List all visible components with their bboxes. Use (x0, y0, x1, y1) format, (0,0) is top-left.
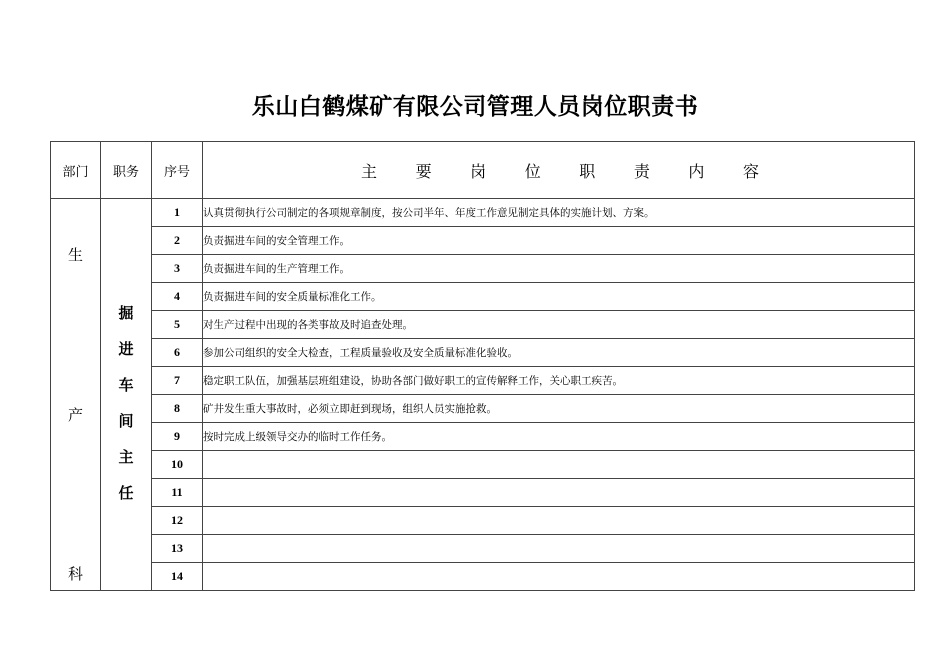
table-row (51, 507, 915, 535)
header-position: 职务 (101, 142, 152, 199)
duty-text (203, 563, 915, 591)
table-header-row (51, 142, 915, 199)
header-content-char: 岗 (470, 161, 487, 181)
duty-text: 矿井发生重大事故时，必须立即赶到现场，组织人员实施抢救。 (203, 395, 915, 423)
duty-text: 负责掘进车间的生产管理工作。 (203, 255, 915, 283)
position-char: 间 (118, 412, 134, 430)
duty-text: 参加公司组织的安全大检查，工程质量验收及安全质量标准化验收。 (203, 339, 915, 367)
duty-text (203, 507, 915, 535)
row-number: 5 (152, 311, 203, 339)
department-cell (51, 199, 101, 591)
table-row (51, 395, 915, 423)
duty-text: 对生产过程中出现的各类事故及时追查处理。 (203, 311, 915, 339)
table-row (51, 367, 915, 395)
header-content-char: 责 (633, 161, 650, 181)
row-number: 9 (152, 423, 203, 451)
row-number: 11 (152, 479, 203, 507)
row-number: 12 (152, 507, 203, 535)
header-dept: 部门 (51, 142, 101, 199)
duty-text: 负责掘进车间的安全质量标准化工作。 (203, 283, 915, 311)
row-number: 4 (152, 283, 203, 311)
row-number: 6 (152, 339, 203, 367)
table-row (51, 227, 915, 255)
position-char: 主 (118, 448, 134, 466)
position-cell (101, 199, 152, 591)
row-number: 7 (152, 367, 203, 395)
table-row (51, 479, 915, 507)
row-number: 14 (152, 563, 203, 591)
row-number: 8 (152, 395, 203, 423)
position-char: 进 (118, 340, 134, 358)
position-char: 车 (118, 376, 134, 394)
table-row (51, 535, 915, 563)
duty-text: 负责掘进车间的安全管理工作。 (203, 227, 915, 255)
duty-text (203, 479, 915, 507)
table-row (51, 283, 915, 311)
row-number: 10 (152, 451, 203, 479)
position-char: 任 (118, 484, 134, 502)
department-char: 科 (67, 565, 83, 583)
header-content (203, 142, 915, 199)
table-row (51, 311, 915, 339)
document-title: 乐山白鹤煤矿有限公司管理人员岗位职责书 (251, 93, 699, 120)
table-row (51, 339, 915, 367)
header-content-char: 职 (579, 161, 596, 181)
header-seq: 序号 (152, 142, 203, 199)
table-row (51, 563, 915, 591)
header-content-char: 位 (524, 161, 541, 181)
table-row (51, 255, 915, 283)
row-number: 3 (152, 255, 203, 283)
row-number: 2 (152, 227, 203, 255)
table-row (51, 423, 915, 451)
duty-text: 按时完成上级领导交办的临时工作任务。 (203, 423, 915, 451)
duty-text (203, 535, 915, 563)
department-char: 生 (67, 246, 83, 264)
row-number: 13 (152, 535, 203, 563)
department-char: 产 (67, 405, 83, 424)
table-row (51, 451, 915, 479)
header-content-char: 内 (688, 161, 705, 181)
position-char: 掘 (118, 304, 134, 322)
header-content-char: 要 (415, 161, 432, 181)
duty-text (203, 451, 915, 479)
header-content-char: 容 (742, 161, 759, 181)
duty-text: 认真贯彻执行公司制定的各项规章制度，按公司半年、年度工作意见制定具体的实施计划、方案。 (203, 199, 915, 227)
duty-table (50, 141, 915, 591)
duty-text: 稳定职工队伍，加强基层班组建设，协助各部门做好职工的宣传解释工作，关心职工疾苦。 (203, 367, 915, 395)
table-row (51, 199, 915, 227)
row-number: 1 (152, 199, 203, 227)
header-content-char: 主 (361, 161, 378, 181)
